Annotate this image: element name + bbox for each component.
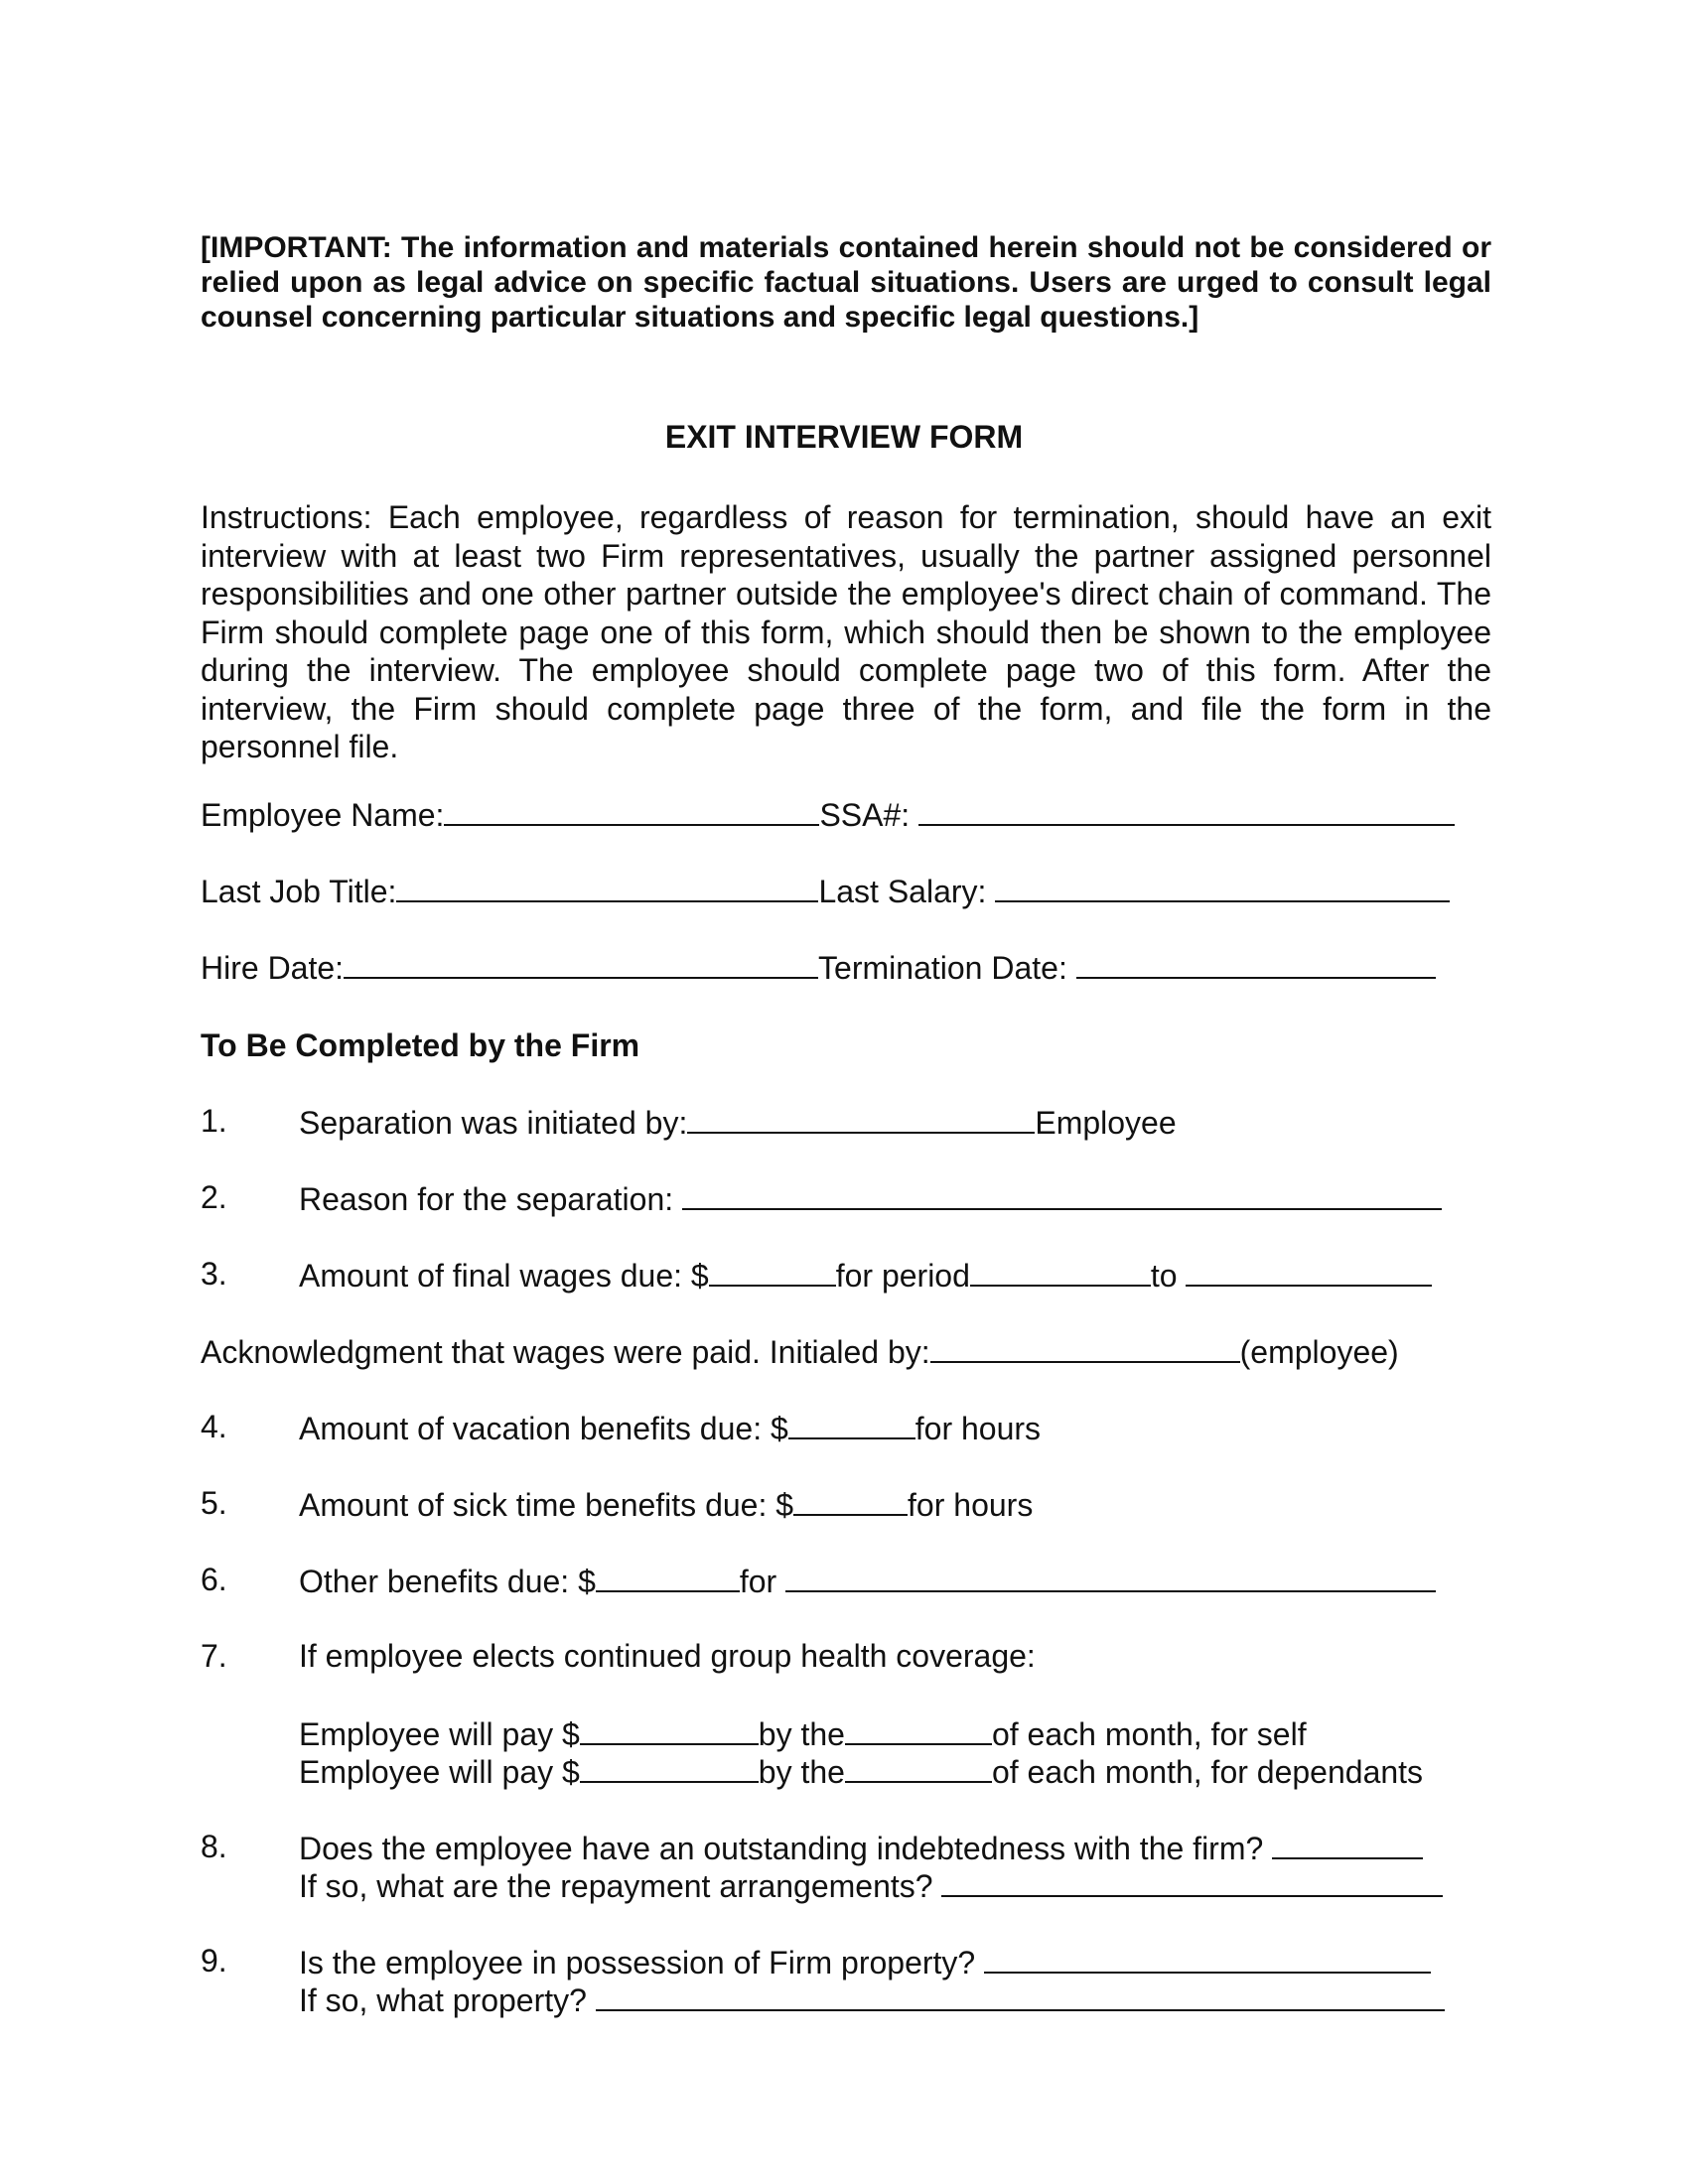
indebtedness-answer-field[interactable] [1272,1828,1423,1859]
employee-name-row [201,794,1455,834]
item-number: 5. [201,1485,227,1521]
firm-property-question: Is the employee in possession of Firm property? [299,1945,976,1980]
acknowledgment-row [201,1331,1399,1371]
sick-hours-label: for hours [908,1487,1034,1523]
item-8-row [299,1828,1423,1867]
employee-name-label: Employee Name: [201,797,445,833]
by-the-label: by the [758,1716,845,1752]
period-start-field[interactable] [970,1255,1151,1287]
item-7-row [299,1637,1036,1675]
firm-property-answer-field[interactable] [984,1942,1431,1974]
self-coverage-row [299,1713,1307,1753]
last-job-title-field[interactable] [396,871,818,902]
property-question: If so, what property? [299,1982,587,2018]
property-row [299,1979,1445,2019]
employee-will-pay-label: Employee will pay $ [299,1716,580,1752]
repayment-question: If so, what are the repayment arrangements? [299,1868,933,1904]
item-6-row [299,1561,1436,1600]
hire-date-field[interactable] [344,947,818,979]
for-period-label: for period [835,1258,970,1294]
section-heading: To Be Completed by the Firm [201,1027,640,1063]
acknowledgment-suffix: (employee) [1239,1334,1399,1370]
group-health-label: If employee elects continued group health coverage: [299,1638,1036,1674]
page-title: EXIT INTERVIEW FORM [664,419,1024,455]
to-label: to [1150,1258,1178,1294]
final-wages-label: Amount of final wages due: $ [299,1258,709,1294]
last-job-title-label: Last Job Title: [201,874,397,909]
final-wages-amount-field[interactable] [709,1255,836,1287]
dependants-coverage-suffix: of each month, for dependants [991,1754,1424,1790]
other-benefits-label: Other benefits due: $ [299,1564,596,1599]
separation-initiated-field[interactable] [687,1102,1035,1134]
separation-initiated-label: Separation was initiated by: [299,1105,688,1141]
last-salary-field[interactable] [995,871,1450,902]
sick-time-benefits-field[interactable] [793,1484,908,1516]
legal-disclaimer: [IMPORTANT: The information and materials contained herein should not be considered or relied upon as legal advice on specific factual situations. Users are urged to consult legal counsel concerning particular situations and specific legal questions.] [201,231,1491,334]
dependants-coverage-day-field[interactable] [845,1751,992,1783]
item-2-row [299,1178,1442,1218]
self-coverage-suffix: of each month, for self [991,1716,1307,1752]
item-number: 8. [201,1829,227,1864]
item-number: 1. [201,1103,227,1139]
item-number: 4. [201,1409,227,1444]
vacation-benefits-label: Amount of vacation benefits due: $ [299,1411,788,1446]
item-1-row [299,1102,1177,1142]
item-number: 7. [201,1638,227,1674]
separation-reason-label: Reason for the separation: [299,1181,674,1217]
acknowledgment-label: Acknowledgment that wages were paid. Initialed by: [201,1334,930,1370]
item-number: 6. [201,1562,227,1597]
item-number: 9. [201,1943,227,1979]
termination-date-field[interactable] [1076,947,1436,979]
self-coverage-day-field[interactable] [845,1713,992,1745]
repayment-row [299,1865,1443,1905]
ssa-label: SSA#: [819,797,911,833]
employee-name-field[interactable] [444,794,819,826]
period-end-field[interactable] [1186,1255,1432,1287]
self-coverage-amount-field[interactable] [580,1713,759,1745]
sick-time-benefits-label: Amount of sick time benefits due: $ [299,1487,794,1523]
indebtedness-question: Does the employee have an outstanding indebtedness with the firm? [299,1831,1264,1866]
repayment-answer-field[interactable] [941,1865,1443,1897]
last-salary-label: Last Salary: [818,874,987,909]
other-benefits-amount-field[interactable] [596,1561,740,1592]
instructions-paragraph: Instructions: Each employee, regardless of reason for termination, should have an exit interview with at least two Firm representatives, usually the partner assigned personnel responsibilities and one other partner outside the employee's direct chain of command. The Firm should complete page one of this form, which should then be shown to the employee during the interview. The employee should complete page two of this form. After the interview, the Firm should complete page three of the form, and file the form in the personnel file. [201,499,1491,764]
item-number: 2. [201,1179,227,1215]
other-benefits-description-field[interactable] [785,1561,1436,1592]
initialed-by-field[interactable] [930,1331,1240,1363]
dependants-coverage-amount-field[interactable] [580,1751,759,1783]
dependants-coverage-row [299,1751,1423,1791]
property-answer-field[interactable] [596,1979,1445,2011]
other-benefits-for-label: for [739,1564,777,1599]
item-number: 3. [201,1256,227,1292]
item-4-row [299,1408,1041,1447]
last-job-title-row [201,871,1450,910]
by-the-label: by the [758,1754,845,1790]
ssa-field[interactable] [918,794,1455,826]
separation-initiated-suffix: Employee [1035,1105,1177,1141]
hire-date-label: Hire Date: [201,950,345,986]
separation-reason-field[interactable] [682,1178,1442,1210]
item-9-row [299,1942,1431,1981]
item-5-row [299,1484,1033,1524]
hire-date-row [201,947,1436,987]
employee-will-pay-label: Employee will pay $ [299,1754,580,1790]
item-3-row [299,1255,1432,1295]
vacation-hours-label: for hours [914,1411,1042,1446]
termination-date-label: Termination Date: [818,950,1067,986]
vacation-benefits-field[interactable] [788,1408,915,1439]
